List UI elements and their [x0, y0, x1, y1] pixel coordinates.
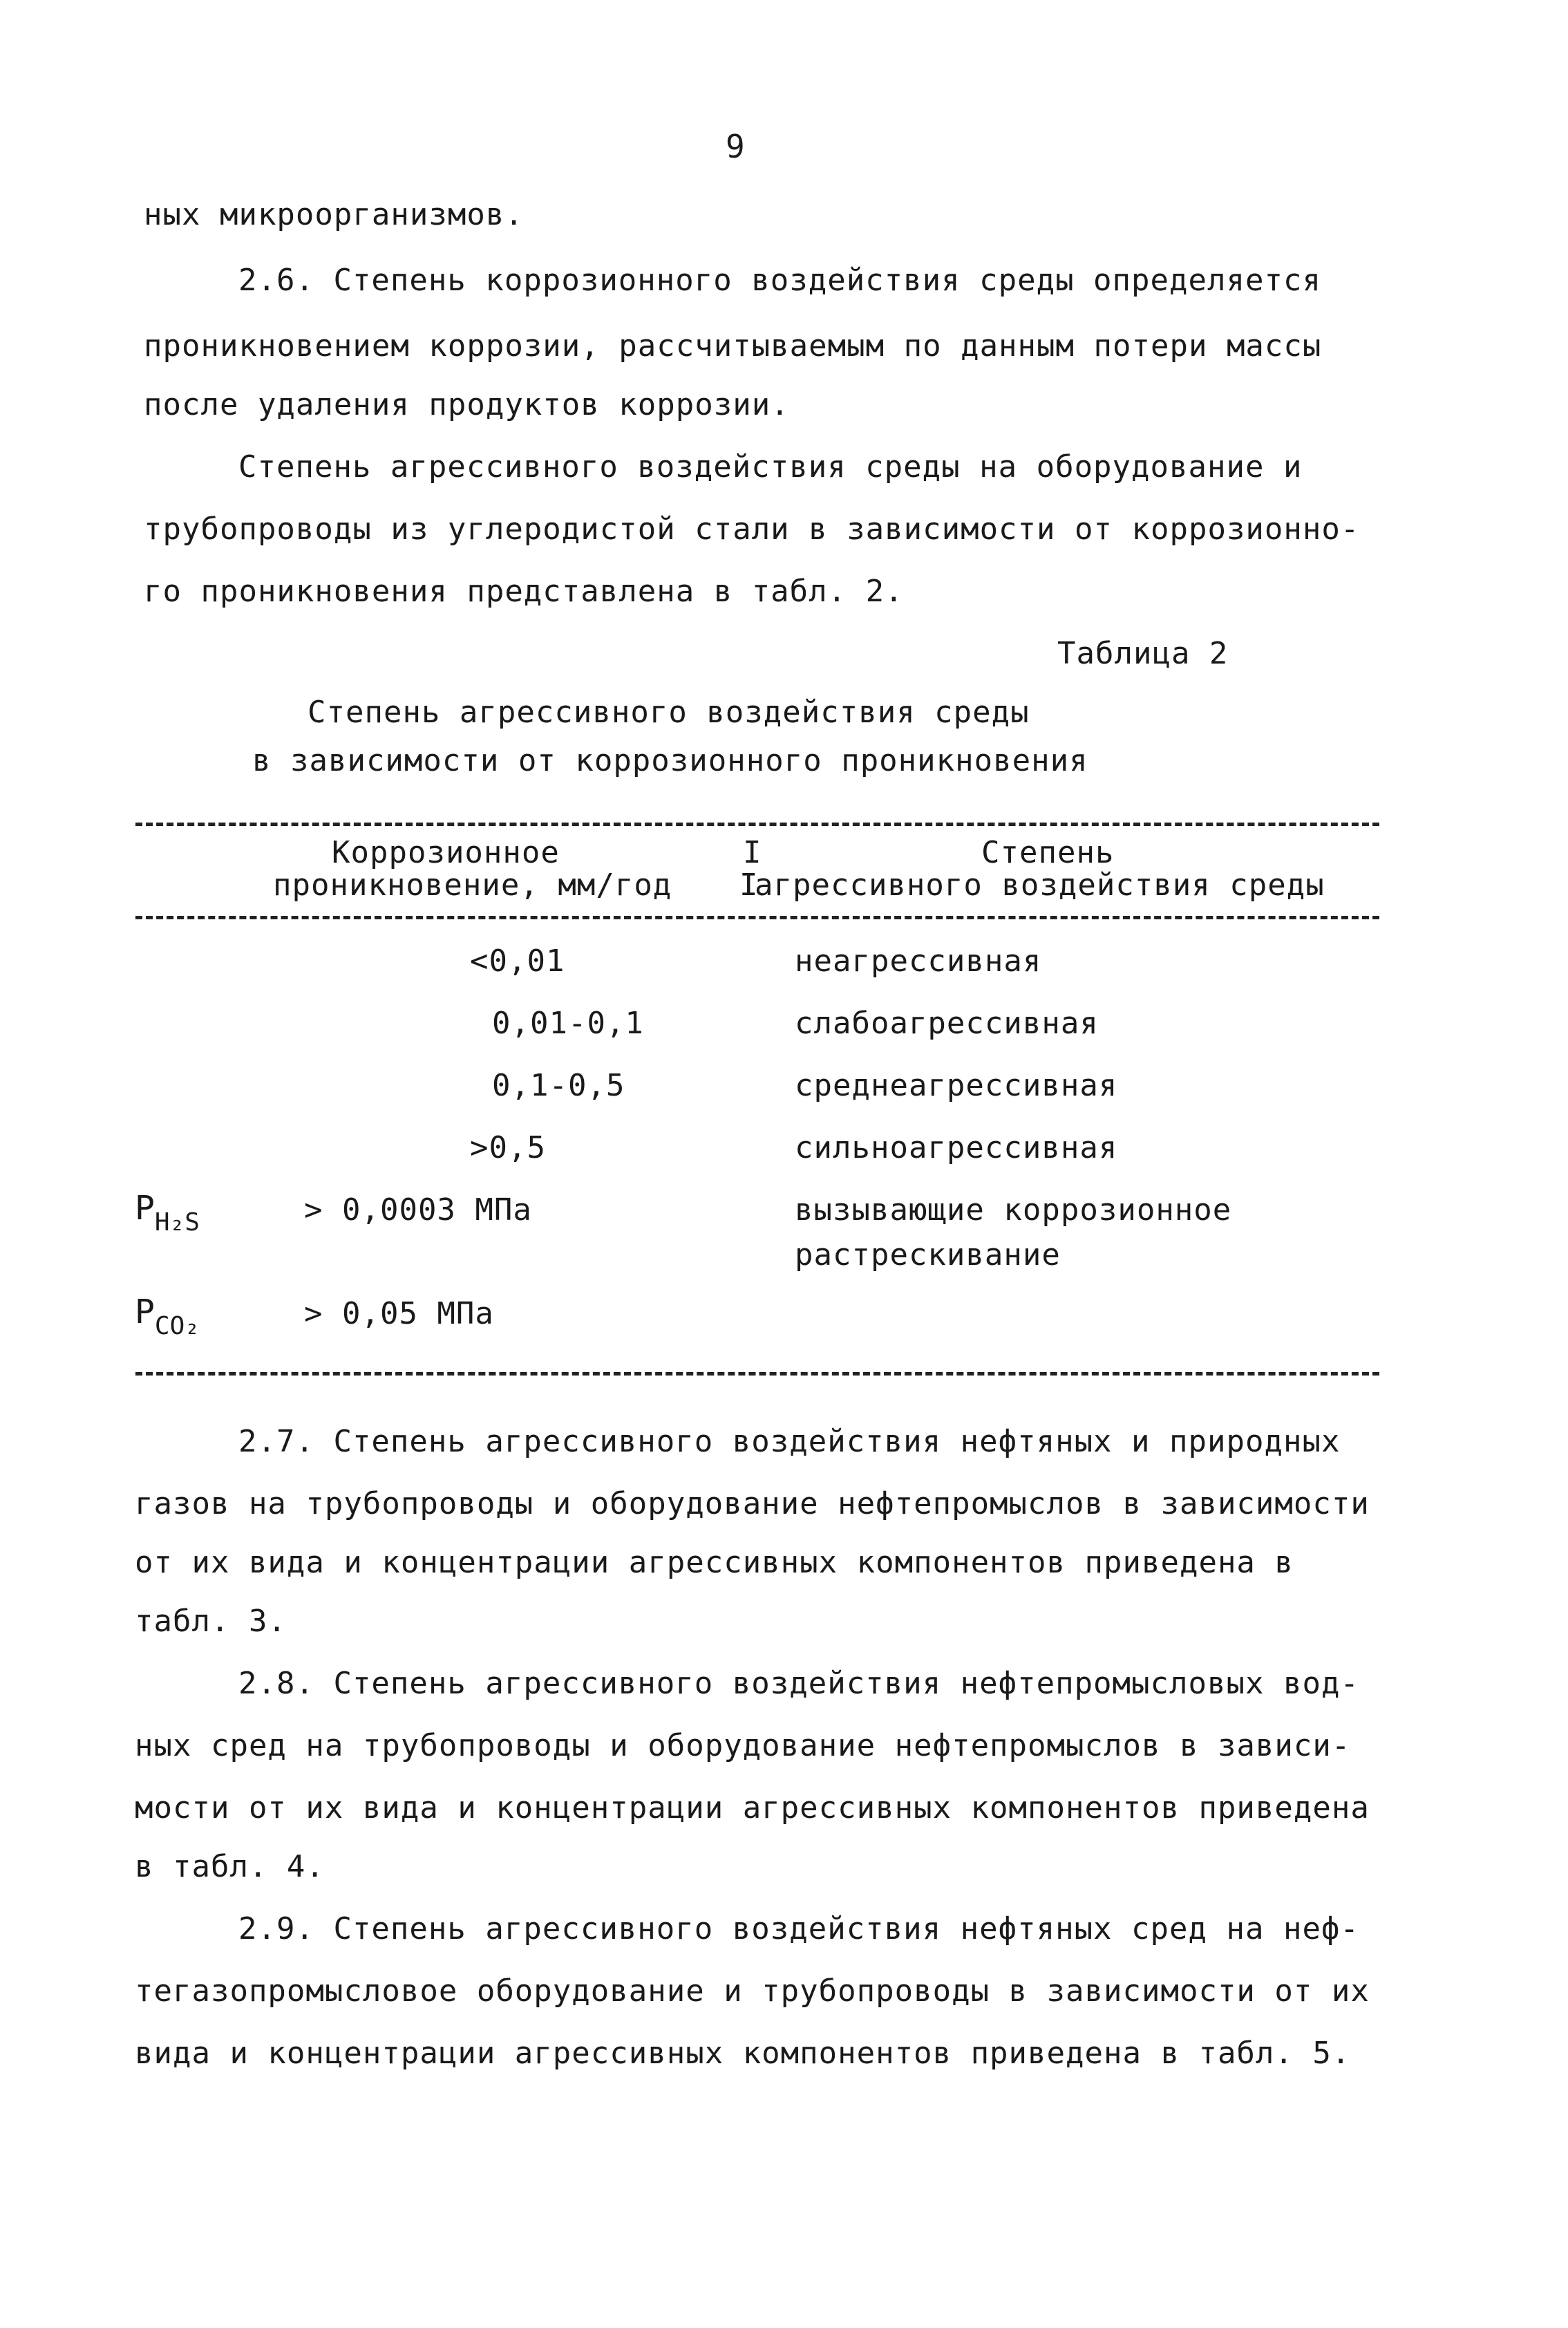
- text-line: проникновением коррозии, рассчитываемым по данным потери массы: [144, 328, 1322, 364]
- page-number: 9: [726, 128, 745, 165]
- table-title-line2: в зависимости от коррозионного проникновения: [252, 743, 1088, 778]
- text-line: от их вида и концентрации агрессивных компонентов приведена в: [135, 1545, 1294, 1580]
- text-line: 2.8. Степень агрессивного воздействия нефтепромысловых вод-: [238, 1666, 1359, 1701]
- h2s-symbol: [135, 1189, 200, 1237]
- text-line: газов на трубопроводы и оборудование нефтепромыслов в зависимости: [135, 1486, 1370, 1521]
- h2s-degree-line2: растрескивание: [795, 1237, 1061, 1273]
- text-line: Степень агрессивного воздействия среды на оборудование и: [238, 449, 1303, 485]
- text-line: трубопроводы из углеродистой стали в зависимости от коррозионно-: [144, 511, 1360, 547]
- co2-symbol-sub: CO₂: [154, 1312, 200, 1340]
- header-divider: I: [739, 867, 759, 903]
- text-line: в табл. 4.: [135, 1849, 325, 1884]
- table-top-rule: [135, 823, 1379, 826]
- col2-header-line2: агрессивного воздействия среды: [755, 867, 1325, 903]
- co2-symbol: [135, 1293, 200, 1340]
- h2s-symbol-letter: P: [135, 1189, 155, 1228]
- degree-value: неагрессивная: [795, 944, 1042, 979]
- text-line: 2.9. Степень агрессивного воздействия нефтяных сред на неф-: [238, 1911, 1359, 1946]
- text-line: 2.6. Степень коррозионного воздействия среды определяется: [238, 263, 1321, 298]
- text-line: тегазопромысловое оборудование и трубопроводы в зависимости от их: [135, 1973, 1370, 2009]
- col1-header-line2: проникновение, мм/год: [273, 867, 672, 903]
- text-line: табл. 3.: [135, 1604, 287, 1639]
- co2-value: > 0,05 МПа: [304, 1296, 494, 1331]
- col1-header-line1: Коррозионное: [332, 835, 560, 870]
- text-line: 2.7. Степень агрессивного воздействия нефтяных и природных: [238, 1424, 1341, 1459]
- penetration-value: <0,01: [470, 944, 565, 979]
- penetration-value: >0,5: [470, 1130, 546, 1165]
- h2s-symbol-sub: H₂S: [154, 1208, 200, 1237]
- degree-value: сильноагрессивная: [795, 1130, 1118, 1165]
- penetration-value: 0,1-0,5: [492, 1068, 625, 1103]
- text-line: мости от их вида и концентрации агрессивных компонентов приведена: [135, 1790, 1370, 1825]
- header-divider: I: [743, 835, 762, 870]
- col2-header-line1: Степень: [981, 835, 1115, 870]
- table-title-line1: Степень агрессивного воздействия среды: [308, 695, 1030, 730]
- table-header-rule: [135, 916, 1379, 919]
- degree-value: среднеагрессивная: [795, 1068, 1118, 1103]
- co2-symbol-letter: P: [135, 1293, 155, 1331]
- text-line: вида и концентрации агрессивных компонентов приведена в табл. 5.: [135, 2036, 1351, 2071]
- text-line: го проникновения представлена в табл. 2.: [144, 574, 904, 609]
- text-line: ных сред на трубопроводы и оборудование нефтепромыслов в зависи-: [135, 1728, 1351, 1763]
- penetration-value: 0,01-0,1: [492, 1006, 644, 1041]
- degree-value: слабоагрессивная: [795, 1006, 1099, 1041]
- table-label: Таблица 2: [1057, 636, 1229, 671]
- h2s-value: > 0,0003 МПа: [304, 1192, 532, 1228]
- h2s-degree-line1: вызывающие коррозионное: [795, 1192, 1232, 1228]
- text-line: ных микроорганизмов.: [144, 197, 524, 232]
- table-bottom-rule: [135, 1372, 1379, 1376]
- text-line: после удаления продуктов коррозии.: [144, 387, 790, 422]
